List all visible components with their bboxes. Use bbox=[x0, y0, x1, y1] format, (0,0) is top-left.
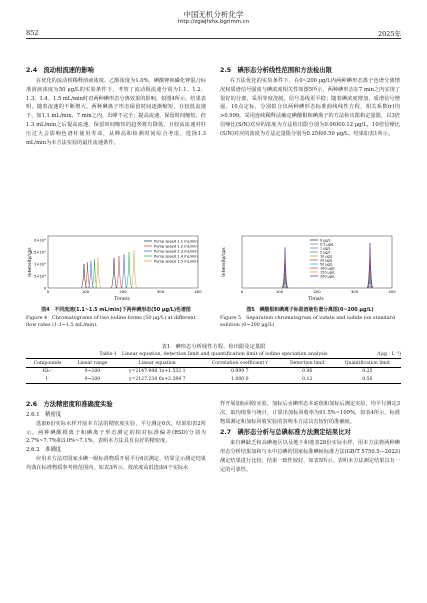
legend-entry: Pump speed 1.1 mL/min bbox=[154, 239, 198, 244]
section-2-6 bbox=[26, 400, 206, 473]
chromatogram-peak bbox=[126, 252, 132, 288]
chromatogram-peak bbox=[121, 254, 127, 288]
y-tick-label: 5×10⁴ bbox=[34, 273, 46, 279]
table-row bbox=[26, 368, 401, 376]
legend-entry: Pump speed 1.4 mL/min bbox=[154, 254, 198, 259]
figure-5-caption-en: Figure 5 Separation chromatogram of iodate and iodide ion standard solution (0~200 μg/L) bbox=[220, 315, 396, 328]
table-cell: IO₃⁻ bbox=[42, 369, 53, 375]
section-title: 2.4 流动相流速的影响 bbox=[26, 67, 94, 74]
x-tick-label: 100 bbox=[81, 289, 90, 294]
column-header: Quantification limit bbox=[334, 359, 401, 368]
table-1-title-en: Table 1 Linear equation, detection limit and quantification limit of iodine speciation analysis bbox=[99, 352, 328, 357]
chromatogram-peak bbox=[116, 256, 122, 288]
legend-entry: 150 μg/L bbox=[320, 270, 335, 275]
figure-5-caption-cn: 图5 碘酸根和碘离子标准溶液色谱分离图(0~200 μg/L) bbox=[246, 307, 374, 313]
section-paragraph: 应用本方法对国家水碘一级标准物质开展平行6次测定，结果呈示测定结果均落在标准物质参考值范围内，如表3所示。按浓度高低选取4个实际水 bbox=[26, 455, 206, 471]
legend-entry: 200 μg/L bbox=[320, 274, 335, 279]
subsection-title: 2.6.1 精密度 bbox=[26, 412, 62, 418]
y-axis-label: Intensity/cps bbox=[222, 247, 227, 277]
table-header-row bbox=[26, 359, 401, 368]
legend-entry: Pump speed 1.5 mL/min bbox=[154, 259, 198, 264]
table-cell: 0.06 bbox=[302, 369, 313, 375]
legend-entry: 0 μg/L bbox=[320, 238, 331, 243]
section-paragraph: 在优化的流动相稀释溶液浓度、乙醇浓度为1.0%、碘酸钾和磷化钾混合标准溶液浓度为50 μg/L的实验条件下，考察了流动相流速分别为1.1、1.2、1.3、1.4、1.5 mL/min时对两种碘形态分离效果的影响，如图4所示。结果表明，随着流速的不断增大，两种碘离子形态保留时间逐渐缩短，在较低流速下，如1.1 mL/min，7 min之内，出峰不完全；提高流速，保留时间缩短，但1.3 mL/min之后提高流速，保留时间缩短的趋势将有降低，且较高流速对柱压过大会影响色谱柱使用寿命，从峰高和检测时间综合考虑，选择1.3 mL/min为本方法实验的最佳流速条件。 bbox=[26, 78, 206, 146]
figure-5-chart bbox=[220, 232, 400, 302]
table-cell: I⁻ bbox=[26, 376, 69, 384]
section-2-4 bbox=[26, 66, 206, 147]
subsection-title: 2.6.2 准确度 bbox=[26, 447, 62, 454]
y-tick-label: 2×10⁵ bbox=[34, 237, 46, 243]
issue-year: 2025年 bbox=[377, 30, 401, 38]
section-paragraph: 来自碘缺乏和高碘地区以及地下和地表28份实际水样，用本方法将两种碘形态分析结果加和与水中总碘的国家标准碘转标准方法(GB/T 5750.5—2023)测定结果进行比较，结果一致性较好，如表5所示。表明本方法测定结果具有一定的可靠性。 bbox=[220, 440, 400, 473]
table-row bbox=[26, 376, 401, 384]
table-cell: 0~200 bbox=[69, 376, 116, 384]
legend-entry: Pump speed 1.3 mL/min bbox=[154, 249, 198, 254]
section-paragraph: 选取6份实际水样开展本方法的精密度实验，平行测定6次，结果如表2所示。两种碘酸根离子和碘离子形态测定的相对标准偏差(RSD)分别为2.7%~7.7%和3.0%~7.1%，表明本方法具有良好的精密度。 bbox=[26, 420, 206, 445]
chromatogram-peak bbox=[111, 258, 117, 288]
running-header bbox=[26, 8, 401, 39]
table-1-unit: /(μg · L⁻¹) bbox=[377, 352, 401, 357]
legend-entry: 10 μg/L bbox=[320, 254, 333, 259]
section-2-5 bbox=[220, 66, 400, 139]
y-tick-label: 1×10⁵ bbox=[34, 261, 46, 267]
section-title: 2.6 方法精密度和准确度实验 bbox=[26, 401, 113, 408]
table-cell: y=2127.230 6x+2.384 7 bbox=[116, 376, 199, 384]
figure-4-chart bbox=[26, 232, 206, 302]
x-tick-label: 400 bbox=[388, 289, 396, 294]
table-cell: 0.50 bbox=[334, 376, 401, 384]
figure-5 bbox=[220, 232, 400, 342]
y-axis-label: Intensity/cps bbox=[28, 247, 33, 277]
journal-url[interactable]: http://zgwjfxhx.bgrimm.cn bbox=[177, 19, 250, 25]
legend-entry: 100 μg/L bbox=[320, 266, 335, 271]
x-tick-label: 300 bbox=[156, 289, 165, 294]
table-cell: 1.000 0 bbox=[199, 376, 281, 384]
legend-entry: 0.5 μg/L bbox=[320, 242, 334, 247]
column-header: Linear range bbox=[69, 359, 116, 368]
section-title: 2.5 碘形态分析线性范围和方法检出限 bbox=[220, 67, 332, 74]
page-number: 852 bbox=[26, 29, 39, 37]
table-1-grid bbox=[26, 358, 401, 384]
figure-4 bbox=[26, 232, 206, 342]
x-tick-label: 400 bbox=[194, 289, 202, 294]
section-title: 2.7 碘形态分析与总碘标准方法测定结果比对 bbox=[220, 429, 351, 437]
table-1-title-en-row bbox=[26, 351, 401, 358]
section-paragraph: 在方法优化的实验条件下，在0~200 μg/L内两种碘形态离子色谱分离情况和质谱信号强度与碘浓度相关性如图5所示，两种碘形态在7 min之内实现了很好的分离，采用等度洗脱，信号基线更平稳；随着碘浓度增加，质谱信号增强，10点定标，分别拟合出两种碘形态标准曲线线性方程，相关系数(r)均>0.999。采用连续稀释法确定碘酸根和碘离子的方法检出限和定量限，以3倍信噪比(S/N)对应的浓度为方法检出限分别为0.06和0.12 μg/L，10倍信噪比(S/N)对应的浓度为方法定量限分别为0.25和0.50 μg/L，结果如表1所示。 bbox=[220, 78, 400, 137]
table-1 bbox=[26, 344, 401, 384]
x-tick-label: 200 bbox=[119, 289, 127, 294]
x-tick-label: 0 bbox=[46, 289, 50, 294]
figure-4-caption-cn: 图4 不同流速(1.1~1.5 mL/min)下两种碘形态(50 μg/L)色谱图 bbox=[41, 307, 191, 313]
legend-entry: Pump speed 1.2 mL/min bbox=[154, 244, 198, 249]
figure-4-caption-en: Figure 4 Chromatograms of two iodine forms (50 μg/L) at different flow rates (1.1~1.5 mL/min). bbox=[26, 315, 196, 328]
column-header: Detection limit bbox=[281, 359, 334, 368]
section-paragraph: 样开展加标回收实验，加标后水碘形态本底值和加标后测定实验，均平行测定3次，取均值参与统计，计算出加标回收率为91.5%~109%，如表4所示。标准物质测定和加标回收实验的表明本方法具有较好的准确度。 bbox=[220, 401, 400, 425]
table-1-title-cn: 表1 碘形态分析线性方程、检出限及定量限 bbox=[161, 344, 266, 350]
legend-entry: 1 μg/L bbox=[320, 246, 331, 251]
y-tick-label: 1.5×10⁵ bbox=[30, 249, 46, 255]
table-cell: 0~200 bbox=[84, 369, 101, 375]
column-header: Linear equation bbox=[116, 359, 199, 368]
x-tick-label: 0 bbox=[240, 289, 244, 294]
legend-entry: 20 μg/L bbox=[320, 258, 333, 263]
table-cell: 0.12 bbox=[281, 376, 334, 384]
section-2-6-cont bbox=[220, 400, 400, 475]
chromatogram-peak bbox=[81, 264, 87, 288]
x-tick-label: 100 bbox=[275, 289, 284, 294]
x-axis-label: Time/s bbox=[114, 297, 130, 302]
column-header: Compounds bbox=[26, 359, 69, 368]
legend-entry: 5 μg/L bbox=[320, 250, 331, 255]
x-tick-label: 200 bbox=[313, 289, 321, 294]
table-cell: 0.25 bbox=[362, 369, 373, 375]
y-tick-label: 0 bbox=[43, 285, 46, 291]
table-cell: 0.999 7 bbox=[231, 369, 249, 375]
x-axis-label: Time/s bbox=[308, 297, 324, 302]
journal-title: 中国无机分析化学 bbox=[183, 10, 244, 19]
table-cell: y=2147.948 1x+1.532 1 bbox=[128, 369, 186, 375]
chromatogram-peak bbox=[131, 250, 137, 288]
x-tick-label: 300 bbox=[350, 289, 359, 294]
legend-entry: 50 μg/L bbox=[320, 262, 333, 267]
column-header: Correlation coefficient r bbox=[199, 359, 281, 368]
